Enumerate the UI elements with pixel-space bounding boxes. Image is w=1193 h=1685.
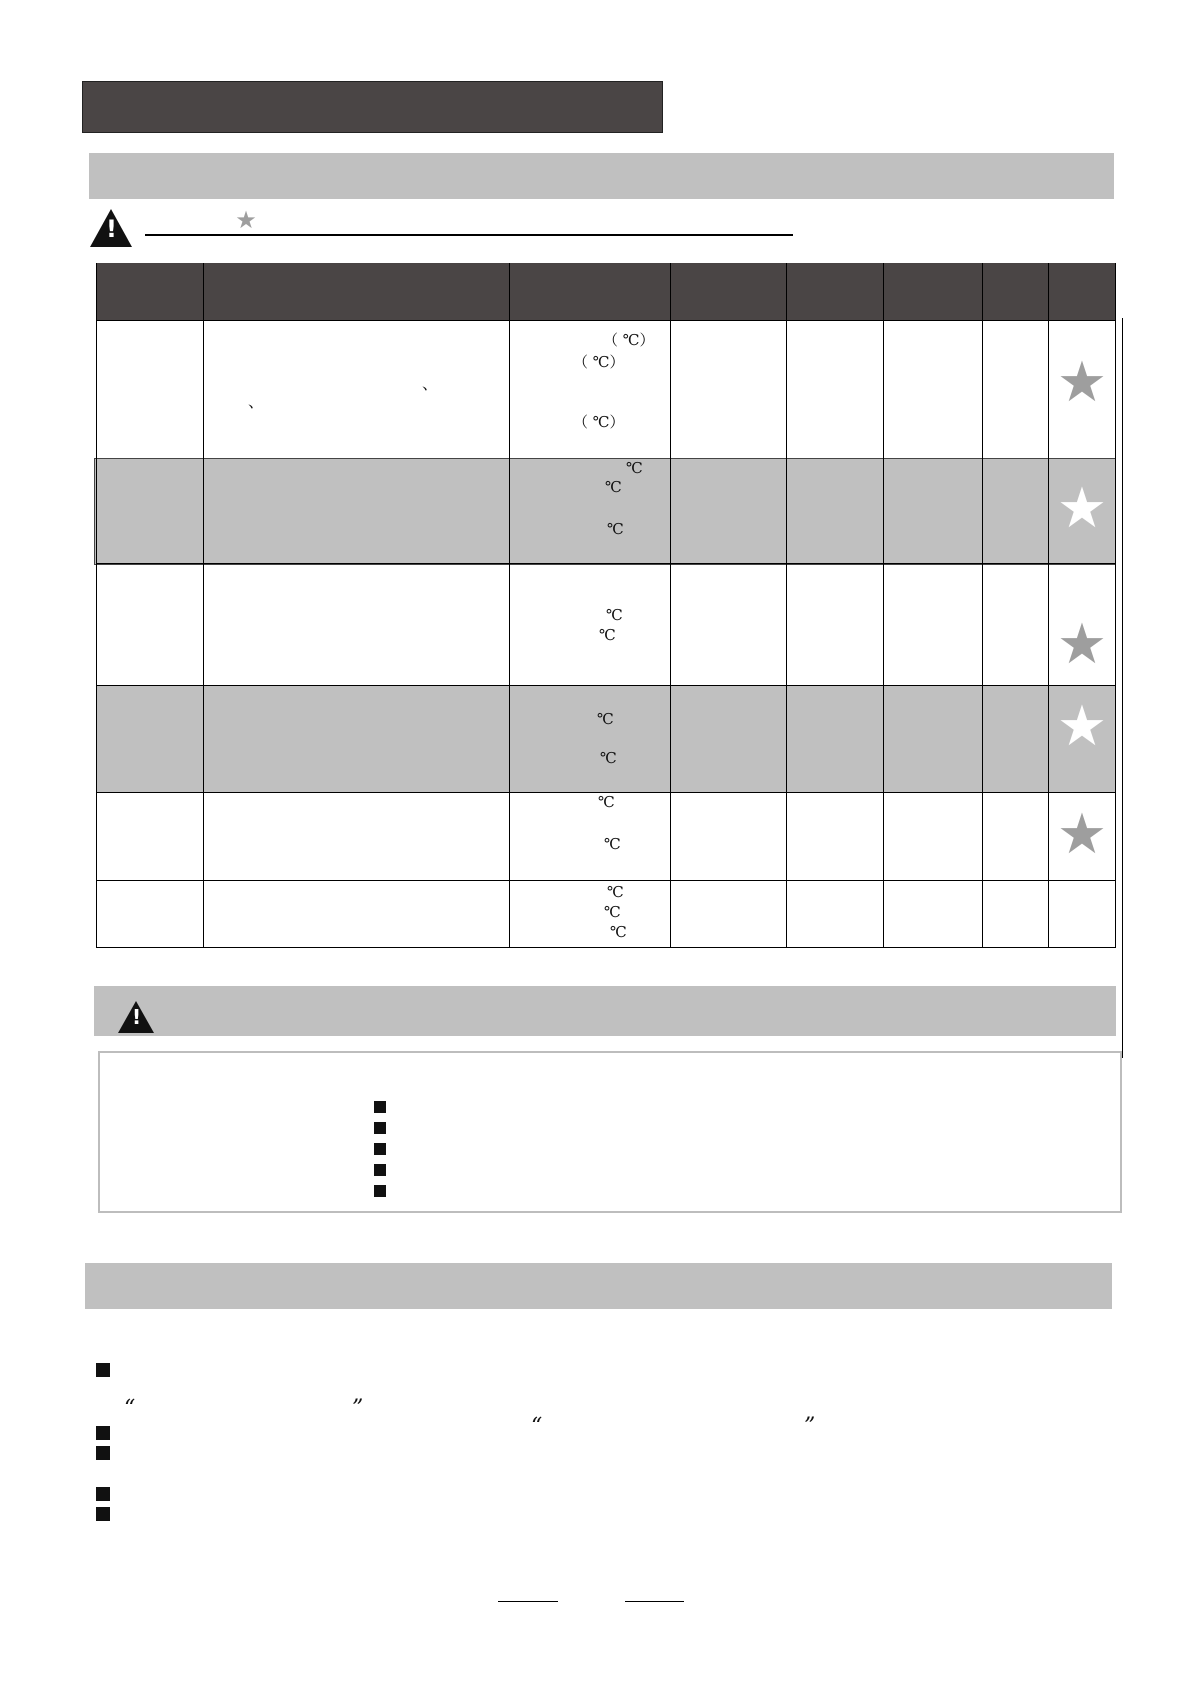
celsius-mark: （ ℃） bbox=[573, 413, 625, 431]
square-bullet-icon bbox=[374, 1164, 386, 1176]
celsius-mark: ℃ bbox=[626, 459, 643, 477]
col-divider bbox=[982, 263, 983, 948]
star-icon: ★ bbox=[1056, 350, 1108, 415]
open-quote: “ bbox=[531, 1414, 543, 1439]
celsius-mark: ℃ bbox=[606, 606, 623, 624]
row-divider bbox=[96, 880, 1116, 881]
section-header-band bbox=[89, 153, 1114, 199]
star-icon: ★ bbox=[1056, 694, 1108, 759]
caution-band bbox=[94, 986, 1116, 1036]
warning-icon bbox=[118, 1001, 154, 1033]
warning-underline bbox=[145, 234, 793, 236]
page-title-bar bbox=[82, 81, 663, 133]
celsius-mark: ℃ bbox=[607, 883, 624, 901]
warning-icon bbox=[90, 209, 132, 247]
row-divider bbox=[96, 685, 1116, 686]
star-icon: ★ bbox=[235, 206, 257, 234]
celsius-mark: ℃ bbox=[600, 749, 617, 767]
celsius-mark: ℃ bbox=[599, 626, 616, 644]
celsius-mark: ℃ bbox=[604, 903, 621, 921]
open-quote: “ bbox=[124, 1396, 136, 1421]
celsius-mark: ℃ bbox=[598, 793, 615, 811]
spec-table bbox=[96, 263, 1116, 948]
celsius-mark: ℃ bbox=[597, 710, 614, 728]
square-bullet-icon bbox=[374, 1101, 386, 1113]
col-divider bbox=[203, 263, 204, 948]
footer-underline bbox=[498, 1601, 558, 1602]
col-divider bbox=[509, 263, 510, 948]
section-header-band bbox=[85, 1263, 1112, 1309]
close-quote: ” bbox=[352, 1396, 364, 1421]
square-bullet-icon bbox=[374, 1185, 386, 1197]
page-edge-line bbox=[1122, 318, 1123, 1058]
square-bullet-icon bbox=[96, 1426, 110, 1440]
table-row-shaded bbox=[96, 685, 1116, 792]
star-icon: ★ bbox=[1056, 612, 1108, 677]
row-divider bbox=[96, 563, 1116, 564]
col-divider bbox=[670, 263, 671, 948]
celsius-mark: ℃ bbox=[607, 520, 624, 538]
square-bullet-icon bbox=[374, 1143, 386, 1155]
list-separator: 、 bbox=[248, 392, 265, 411]
square-bullet-icon bbox=[374, 1122, 386, 1134]
square-bullet-icon bbox=[96, 1446, 110, 1460]
col-divider bbox=[883, 263, 884, 948]
star-icon: ★ bbox=[1056, 476, 1108, 541]
star-icon: ★ bbox=[1056, 802, 1108, 867]
celsius-mark: （ ℃） bbox=[603, 331, 655, 349]
celsius-mark: ℃ bbox=[610, 923, 627, 941]
square-bullet-icon bbox=[96, 1363, 110, 1377]
celsius-mark: ℃ bbox=[605, 478, 622, 496]
close-quote: ” bbox=[804, 1414, 816, 1439]
table-header bbox=[96, 263, 1116, 320]
table-row-shaded bbox=[94, 458, 1116, 565]
col-divider bbox=[1115, 263, 1116, 948]
square-bullet-icon bbox=[96, 1507, 110, 1521]
celsius-mark: ℃ bbox=[604, 835, 621, 853]
footer-underline bbox=[625, 1601, 684, 1602]
notes-box bbox=[98, 1051, 1122, 1213]
col-divider bbox=[96, 263, 97, 948]
list-separator: 、 bbox=[422, 374, 439, 393]
col-divider bbox=[786, 263, 787, 948]
row-divider bbox=[96, 320, 1116, 321]
square-bullet-icon bbox=[96, 1487, 110, 1501]
row-divider bbox=[96, 947, 1116, 948]
col-divider bbox=[1048, 263, 1049, 948]
celsius-mark: （ ℃） bbox=[573, 353, 625, 371]
